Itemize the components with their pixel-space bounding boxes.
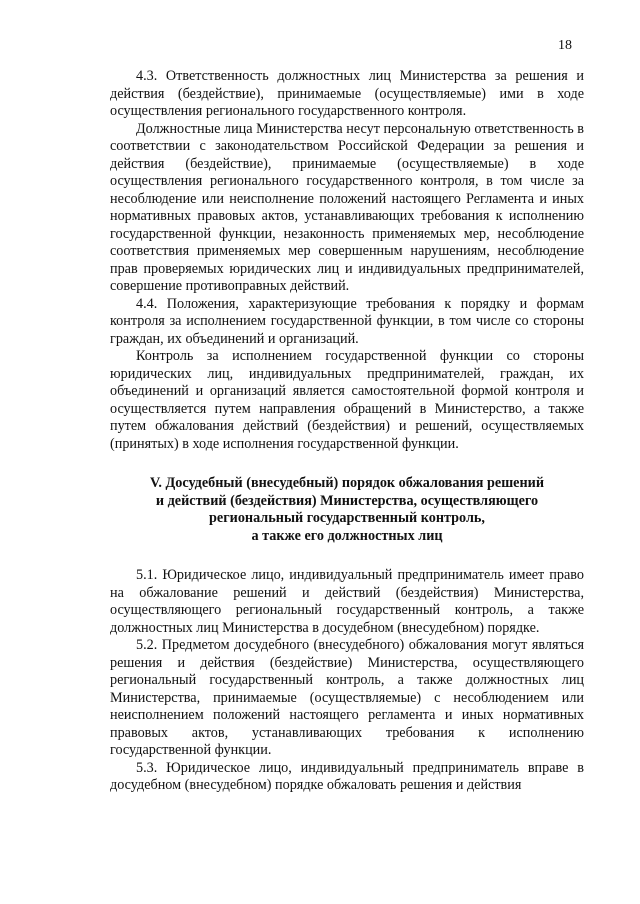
section-heading-line: региональный государственный контроль, (209, 510, 485, 526)
paragraph-5-1: 5.1. Юридическое лицо, индивидуальный предприниматель имеет право на обжалование решений и действий (бездействия) Министерства, осуществляющего региональный государственный контроль, а также должностных лиц Министерства в досудебном (внесудебном) порядке. (110, 567, 584, 636)
paragraph-4-3: 4.3. Ответственность должностных лиц Министерства за решения и действия (бездействие), принимаемые (осуществляемые) ими в ходе осуществления регионального государственного контроля. (110, 68, 584, 119)
paragraph-5-3: 5.3. Юридическое лицо, индивидуальный предприниматель вправе в досудебном (внесудебном) порядке обжаловать решения и действия (110, 759, 584, 793)
document-body (110, 68, 584, 795)
paragraph-4-4-body: Контроль за исполнением государственной функции со стороны юридических лиц, индивидуальных предпринимателей, граждан, их объединений и организаций является самостоятельной формой контроля и осуществляется путем направления обращений в Министерство, а также путем обжалования действий (бездействия) и решений, осуществляемых (принятых) в ходе исполнения государственной функции. (110, 348, 584, 452)
section-v-heading (110, 475, 584, 545)
paragraph-4-4: 4.4. Положения, характеризующие требования к порядку и формам контроля за исполнением государственной функции, в том числе со стороны граждан, их объединений и организаций. (110, 295, 584, 347)
section-heading-line: V. Досудебный (внесудебный) порядок обжалования решений (150, 475, 544, 491)
paragraph-4-3-body: Должностные лица Министерства несут персональную ответственность в соответствии с законодательством Российской Федерации за решения и действия (бездействие), принимаемые (осуществляемые) в ходе осуществления регионального государственного контроля, в том числе за несоблюдение или неисполнение положений настоящего Регламента и иных нормативных правовых актов, устанавливающих требования к исполнению государственной функции, незаконность применяемых мер, несоблюдение соответствия применяемых мер совершенным нарушениям, несоблюдение прав проверяемых юридических лиц и индивидуальных предпринимателей, совершение противоправных действий. (110, 120, 584, 294)
section-heading-line: и действий (бездействия) Министерства, осуществляющего (155, 492, 539, 509)
section-heading-line: а также его должностных лиц (251, 527, 443, 544)
page-number: 18 (558, 38, 572, 53)
paragraph-5-2: 5.2. Предметом досудебного (внесудебного) обжалования могут являться решения и действия (бездействие) Министерства, осуществляющего региональный государственный контроль, а также должностных лиц Министерства, принимаемые (осуществляемые) с несоблюдением или неисполнением положений настоящего регламента и иных нормативных правовых актов, устанавливающих требования к исполнению государственной функции. (110, 637, 584, 758)
